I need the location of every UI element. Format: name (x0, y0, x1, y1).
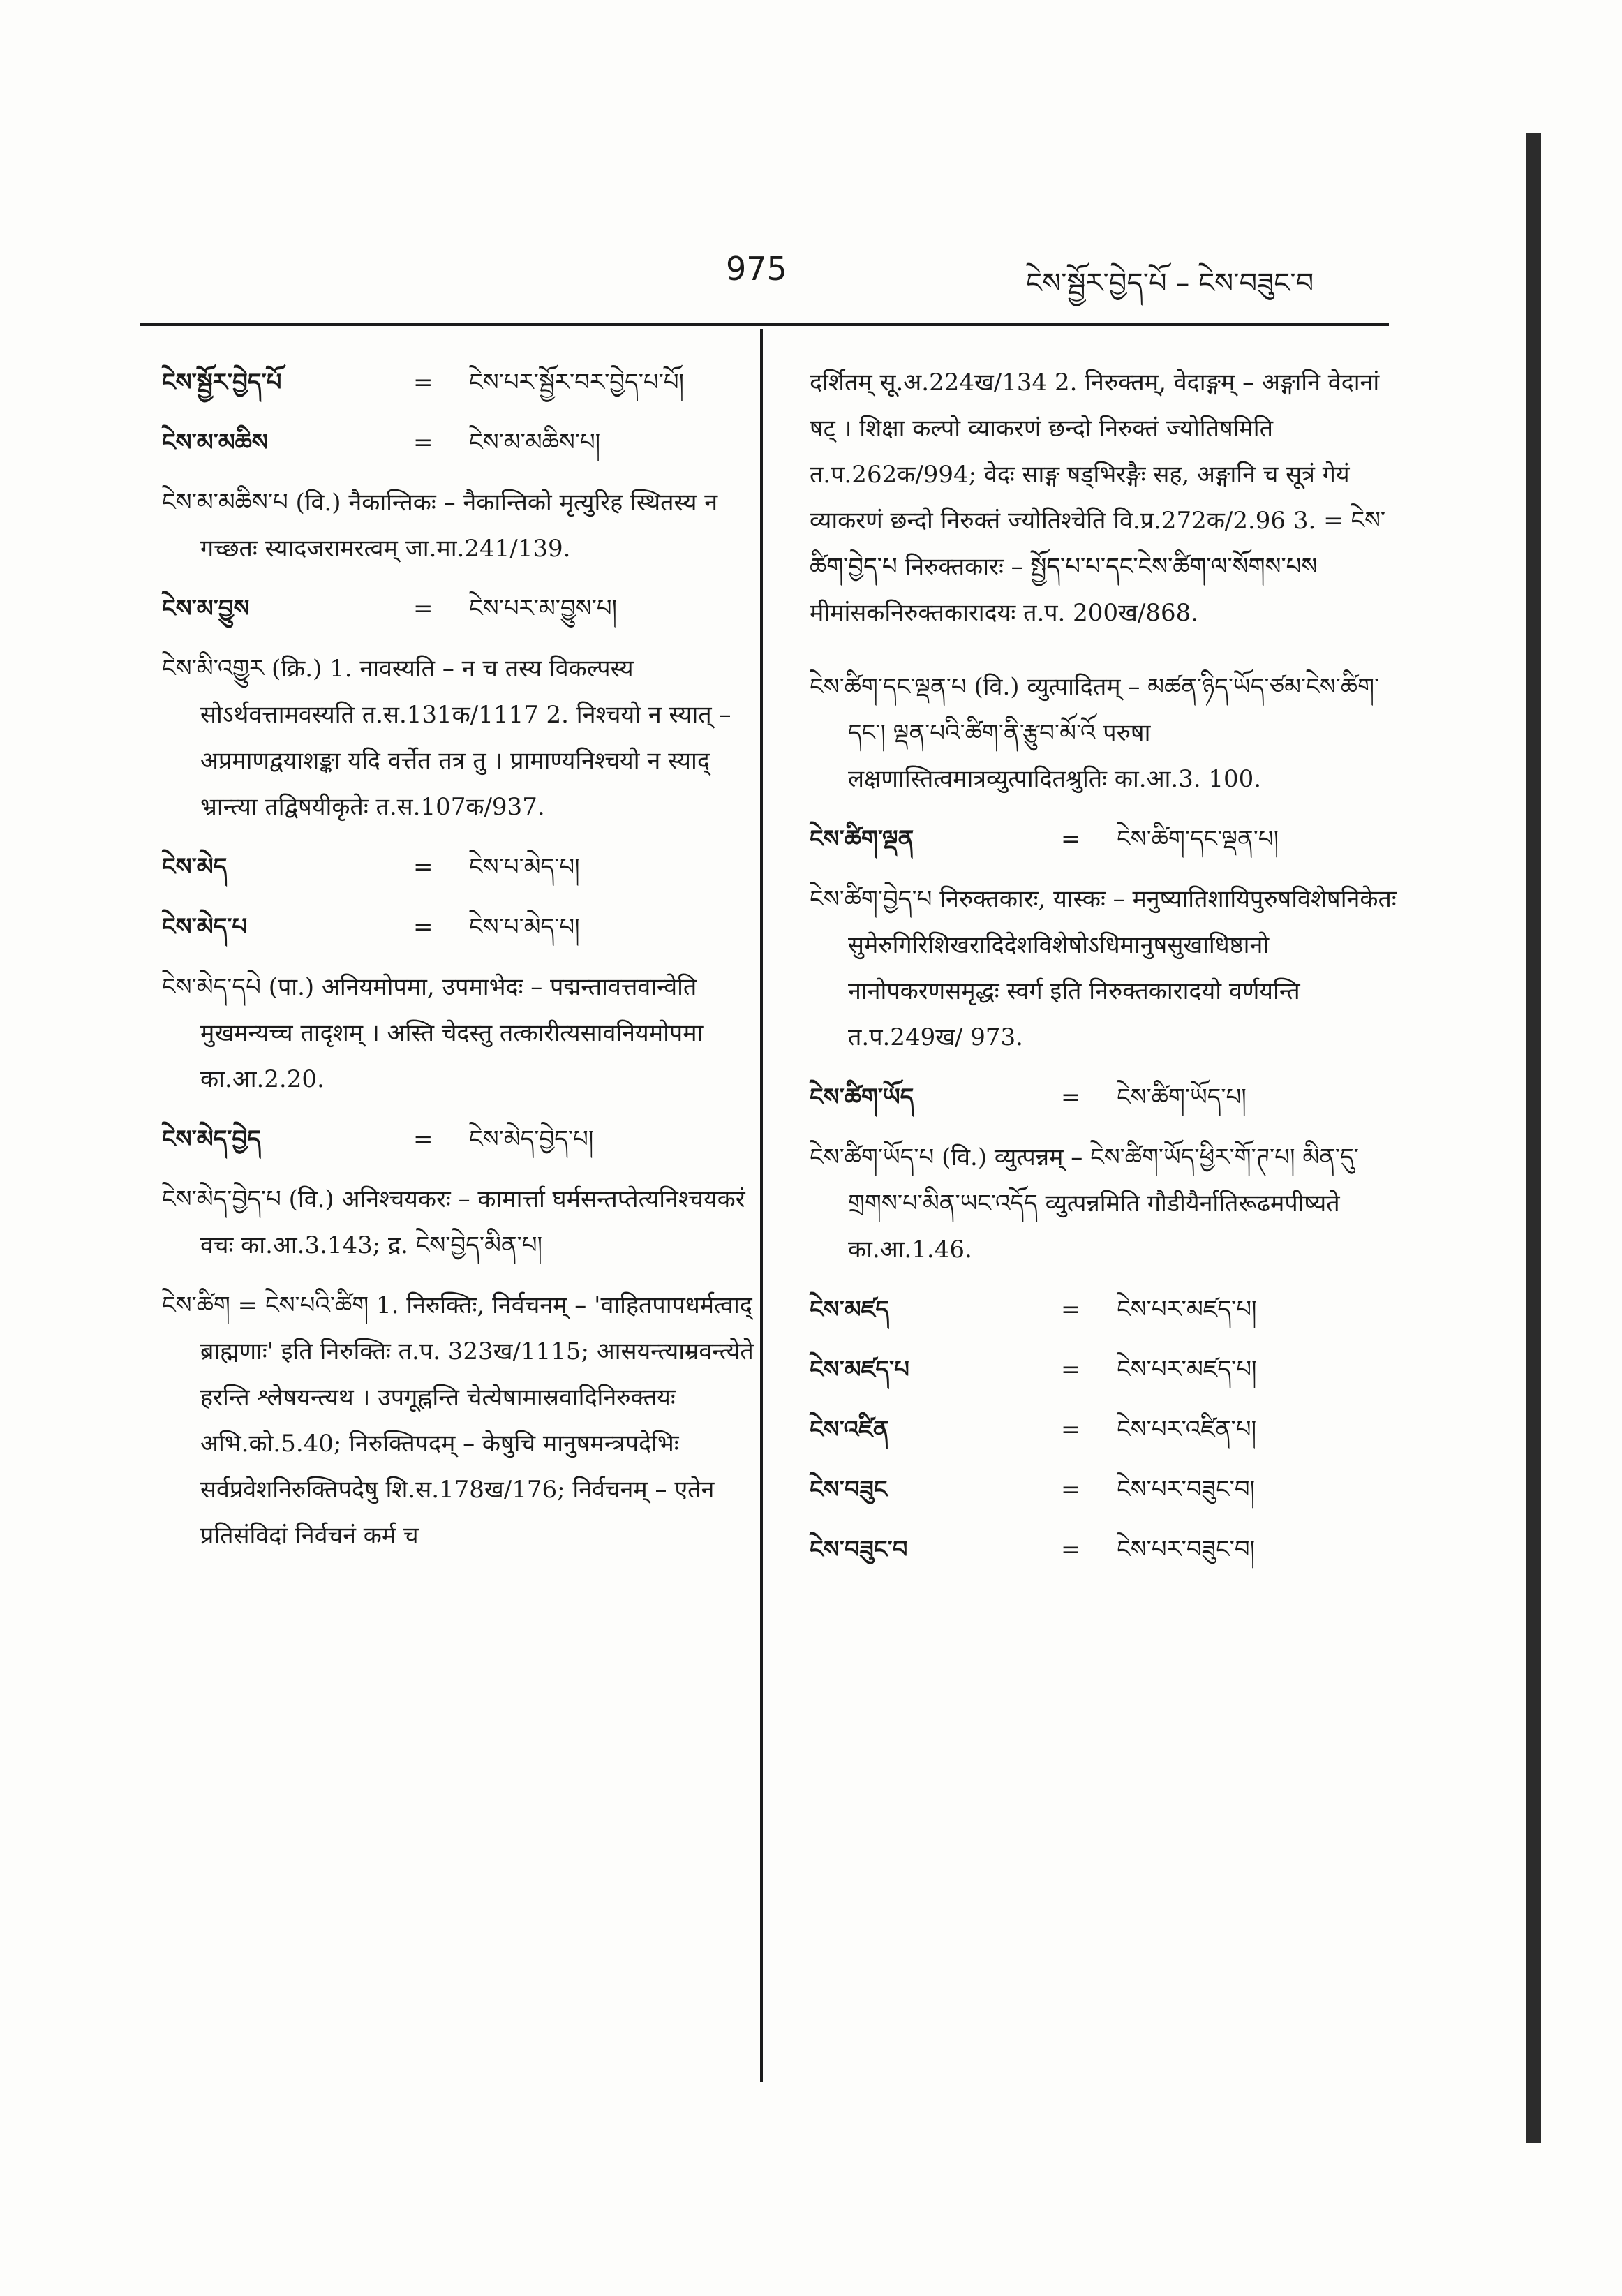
xref-target: ངེས་མེད་བྱེད་པ། (469, 1125, 594, 1153)
equals-sign: = (413, 913, 433, 941)
xref-target: ངེས་མ་མཆིས་པ། (469, 429, 601, 457)
headword: ངེས་མཛད་པ (810, 1356, 909, 1384)
dictionary-entry: ངེས་མེད་བྱེད་པ (वि.) अनिश्चयकरः – कामार्त्ता घर्मसन्तप्तेत्यनिश्चयकरं वचः का.आ.3.143; द्र. ངེས་བྱེད་མིན་པ། (162, 1185, 745, 1259)
equals-sign: = (413, 369, 433, 397)
headword: ངེས་སྦྱོར་བྱེད་པོ (162, 369, 282, 397)
page-edge-shadow (1526, 133, 1541, 2143)
xref-target: ངེས་པ་མེད་པ། (469, 853, 580, 881)
headword: ངེས་མེད་བྱེད (162, 1125, 261, 1153)
xref-target: ངེས་པར་མཛད་པ། (1117, 1296, 1257, 1324)
headword: ངེས་བཟུང (810, 1476, 888, 1504)
equals-sign: = (413, 1125, 433, 1153)
xref-target: ངེས་པར་མཛད་པ། (1117, 1356, 1257, 1384)
xref-entry (810, 1347, 1403, 1393)
equals-sign: = (1061, 1416, 1081, 1444)
headword: ངེས་ཚིག་ཡོད (810, 1083, 914, 1111)
xref-entry (162, 360, 762, 406)
page-number: 975 (726, 250, 787, 288)
equals-sign: = (1061, 1083, 1081, 1111)
xref-entry (810, 816, 1403, 862)
left-column (162, 360, 762, 1587)
xref-entry (162, 904, 762, 950)
xref-target: ངེས་པར་མ་བྱུས་པ། (469, 595, 618, 623)
equals-sign: = (413, 595, 433, 623)
xref-target: ངེས་ཚིག་དང་ལྡན་པ། (1117, 825, 1279, 853)
headword: ངེས་མེད (162, 853, 228, 881)
equals-sign: = (1061, 825, 1081, 853)
running-head: ངེས་སྦྱོར་བྱེད་པོ – ངེས་བཟུང་བ (1026, 267, 1314, 299)
xref-entry (810, 1527, 1403, 1573)
xref-entry (162, 1116, 762, 1162)
dictionary-entry: ངེས་ཚིག་དང་ལྡན་པ (वि.) व्युत्पादितम् – མཚན་ཉིད་ཡོད་ཙམ་ངེས་ཚིག་དང་། ལྡན་པའི་ཚིག་ནི་རྩུབ་མོ་འོ परुषा लक्षणास्तित्वमात्रव्युत्पादितश्रुतिः का.आ.3. 100. (810, 673, 1380, 793)
xref-target: ངེས་པ་མེད་པ། (469, 913, 580, 941)
xref-entry (810, 1407, 1403, 1453)
xref-target: ངེས་པར་སྦྱོར་བར་བྱེད་པ་པོ། (469, 369, 685, 397)
equals-sign: = (1061, 1476, 1081, 1504)
xref-entry (162, 844, 762, 890)
header-rule (140, 323, 1389, 326)
dictionary-entry: ངེས་མེད་དཔེ (पा.) अनियमोपमा, उपमाभेदः – पद्मन्तावत्तवान्वेति मुखमन्यच्च तादृशम् । अस्ति चेदस्तु तत्कारीत्यसावनियमोपमा का.आ.2.20. (162, 973, 704, 1093)
xref-entry (810, 1074, 1403, 1120)
headword: ངེས་མ་བྱུས (162, 595, 250, 623)
dictionary-entry: ངེས་མ་མཆིས་པ (वि.) नैकान्तिकः – नैकान्तिको मृत्युरिह स्थितस्य न गच्छतः स्यादजरामरत्वम् जा.मा.241/139. (162, 489, 718, 563)
headword: ངེས་མེད་པ (162, 913, 248, 941)
equals-sign: = (1061, 1296, 1081, 1324)
xref-target: ངེས་པར་བཟུང་བ། (1117, 1476, 1256, 1504)
dictionary-entry: ངེས་ཚིག་བྱེད་པ निरुक्तकारः, यास्कः – मनुष्यातिशायिपुरुषविशेषनिकेतः सुमेरुगिरिशिखरादिदेशविशेषोऽधिमानुषसुखाधिष्ठानो नानोपकरणसमृद्धः स्वर्ग इति निरुक्तकारादयो वर्णयन्ति त.प.249ख/ 973. (810, 885, 1397, 1051)
equals-sign: = (413, 429, 433, 457)
dictionary-entry: ངེས་མི་འགྱུར (क्रि.) 1. नावस्यति – न च तस्य विकल्पस्य सोऽर्थवत्तामवस्यति त.स.131क/1117 2. निश्चयो न स्यात् – अप्रमाणद्वयाशङ्का यदि वर्त्तेत तत्र तु । प्रामाण्यनिश्चयो न स्याद् भ्रान्त्या तद्विषयीकृतेः त.स.107क/937. (162, 655, 731, 821)
headword: ངེས་མ་མཆིས (162, 429, 268, 457)
headword: ངེས་མཛད (810, 1296, 890, 1324)
equals-sign: = (1061, 1536, 1081, 1564)
xref-entry (162, 420, 762, 466)
xref-target: ངེས་པར་འཛིན་པ། (1117, 1416, 1257, 1444)
dictionary-entry-continuation: दर्शितम् सू.अ.224ख/134 2. निरुक्तम्, वेदाङ्गम् – अङ्गानि वेदानां षट् । शिक्षा कल्पो व्याकरणं छन्दो निरुक्तं ज्योतिषमिति त.प.262क/994; वेदः साङ्ग षड्भिरङ्गैः सह, अङ्गानि च सूत्रं गेयं व्याकरणं छन्दो निरुक्तं ज्योतिश्चेति वि.प्र.272क/2.96 3. = ངེས་ཚིག་བྱེད་པ निरुक्तकारः – སྤྱོད་པ་པ་དང་ངེས་ཚིག་ལ་སོགས་པས मीमांसकनिरुक्तकारादयः त.प. 200ख/868. (810, 369, 1386, 627)
xref-entry (162, 586, 762, 632)
dictionary-entry: ངེས་ཚིག = ངེས་པའི་ཚིག 1. निरुक्तिः, निर्वचनम् – 'वाहितपापधर्मत्वाद् ब्राह्मणाः' इति निरुक्तिः त.प. 323ख/1115; आसयन्त्याम्रवन्त्येते हरन्ति श्लेषयन्त्यथ । उपगूह्नन्ति चेत्येषामास्रवादिनिरुक्तयः अभि.को.5.40; निरुक्तिपदम् – केषुचि मानुषमन्त्रपदेभिः सर्वप्रवेशनिरुक्तिपदेषु शि.स.178ख/176; निर्वचनम् – एतेन प्रतिसंविदां निर्वचनं कर्म च (162, 1291, 754, 1550)
equals-sign: = (413, 853, 433, 881)
dictionary-entry: ངེས་ཚིག་ཡོད་པ (वि.) व्युत्पन्नम् – ངེས་ཚིག་ཡོད་ཕྱིར་གོ་ཊ་པ། མིན་དུ་གྲགས་པ་མིན་ཡང་འདོད व्युत्पन्नमिति गौडीयैर्नातिरूढमपीष्यते का.आ.1.46. (810, 1143, 1359, 1264)
headword: ངེས་འཛིན (810, 1416, 889, 1444)
headword: ངེས་ཚིག་ལྡན (810, 825, 914, 853)
xref-entry (810, 1467, 1403, 1513)
headword: ངེས་བཟུང་བ (810, 1536, 908, 1564)
xref-entry (810, 1287, 1403, 1333)
xref-target: ངེས་པར་བཟུང་བ། (1117, 1536, 1256, 1564)
xref-target: ངེས་ཚིག་ཡོད་པ། (1117, 1083, 1247, 1111)
equals-sign: = (1061, 1356, 1081, 1384)
right-column (810, 360, 1403, 1587)
